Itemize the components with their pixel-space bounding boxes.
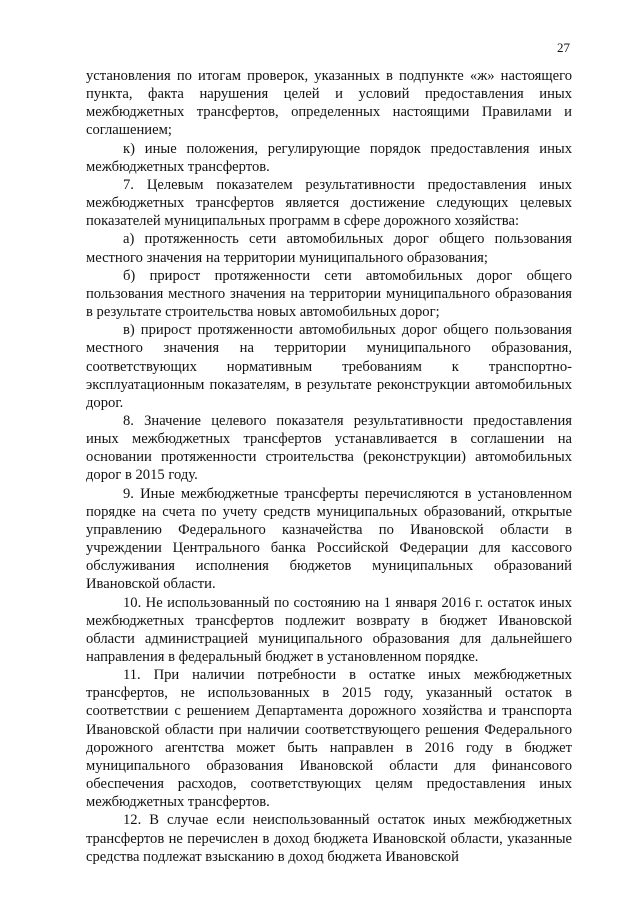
paragraph-10: 10. Не использованный по состоянию на 1 января 2016 г. остаток иных межбюджетных трансфертов подлежит возврату в бюджет Ивановской области администрацией муниципального образования для дальнейшего направления в федеральный бюджет в установленном порядке. bbox=[86, 594, 572, 665]
paragraph-11: 11. При наличии потребности в остатке иных межбюджетных трансфертов, не использованных в 2015 году, указанный остаток в соответствии с решением Департамента дорожного хозяйства и транспорта Ивановской области при наличии соответствующего решения Федерального дорожного агентства может быть направлен в 2016 году в бюджет муниципального образования Ивановской области для финансового обеспечения расходов, соответствующих целям предоставления иных межбюджетных трансфертов. bbox=[86, 667, 572, 811]
paragraph-7b: б) прирост протяженности сети автомобильных дорог общего пользования местного значения на территории муниципального образования в результате строительства новых автомобильных дорог; bbox=[86, 267, 572, 321]
paragraph-12: 12. В случае если неиспользованный остаток иных межбюджетных трансфертов не перечислен в доход бюджета Ивановской области, указанные средства подлежат взысканию в доход бюджета Ивановской bbox=[86, 812, 572, 865]
paragraph-item-k: к) иные положения, регулирующие порядок предоставления иных межбюджетных трансфертов. bbox=[86, 140, 572, 175]
paragraph-9: 9. Иные межбюджетные трансферты перечисляются в установленном порядке на счета по учету средств муниципальных образований, открытые управлению Федерального казначейства по Ивановской области в учреждении Центрального банка Российской Федерации для кассового обслуживания исполнения бюджетов муниципальных образований Ивановской области. bbox=[86, 485, 572, 593]
document-body bbox=[86, 67, 572, 866]
paragraph-continuation: установления по итогам проверок, указанных в подпункте «ж» настоящего пункта, факта нарушения целей и условий предоставления иных межбюджетных трансфертов, определенных настоящими Правилами и соглашением; bbox=[86, 68, 572, 139]
paragraph-8: 8. Значение целевого показателя результативности предоставления иных межбюджетных трансфертов устанавливается в соглашении на основании протяженности строительства (реконструкции) автомобильных дорог в 2015 году. bbox=[86, 412, 572, 484]
paragraph-7: 7. Целевым показателем результативности предоставления иных межбюджетных трансфертов является достижение следующих целевых показателей муниципальных программ в сфере дорожного хозяйства: bbox=[86, 176, 572, 230]
page-number: 27 bbox=[557, 40, 570, 55]
paragraph-7v: в) прирост протяженности автомобильных дорог общего пользования местного значения на территории муниципального образования, соответствующих нормативным требованиям к транспортно-эксплуатационным показателям, в результате реконструкции автомобильных дорог. bbox=[86, 322, 572, 411]
paragraph-7a: а) протяженность сети автомобильных дорог общего пользования местного значения на территории муниципального образования; bbox=[86, 231, 572, 266]
